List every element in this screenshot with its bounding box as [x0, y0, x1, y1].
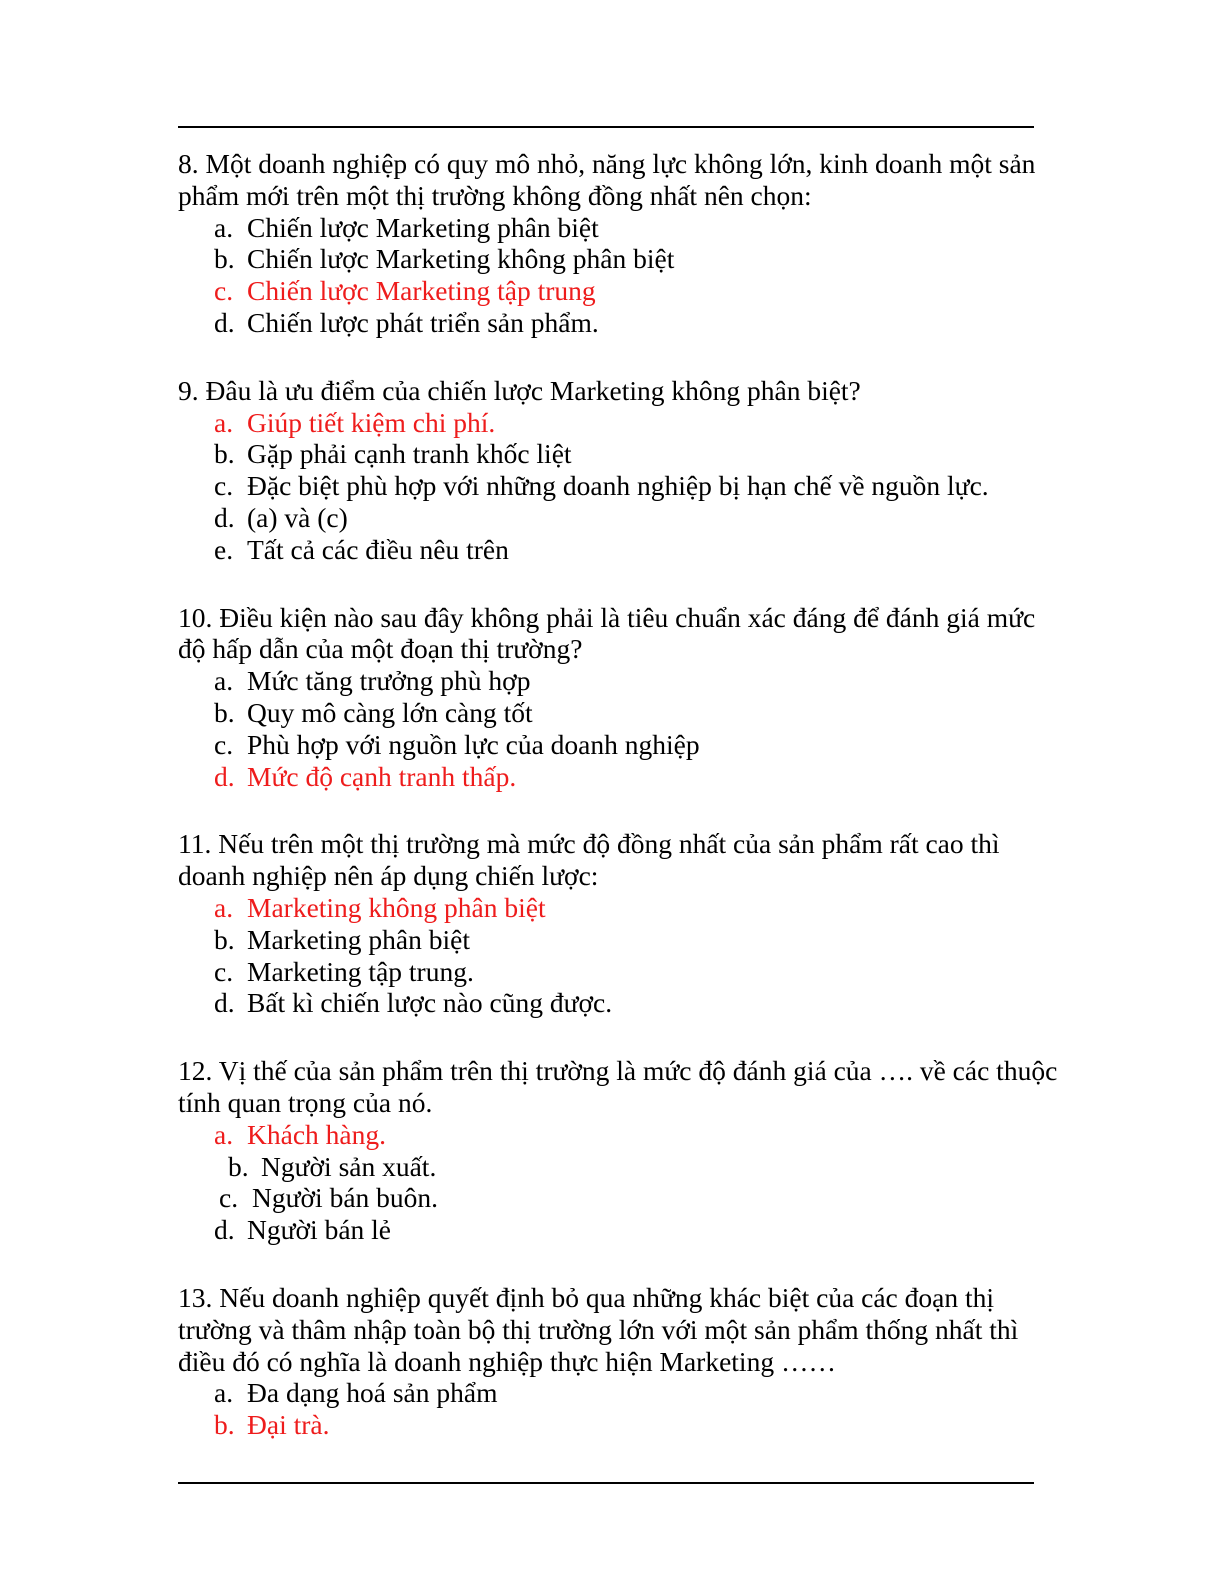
option-letter: d.	[214, 987, 235, 1019]
question-text: 11. Nếu trên một thị trường mà mức độ đồng nhất của sản phẩm rất cao thì doanh nghiệp nên áp dụng chiến lược:	[178, 828, 1000, 892]
option-text: Đặc biệt phù hợp với những doanh nghiệp bị hạn chế về nguồn lực.	[247, 470, 989, 502]
option-text: Người sản xuất.	[261, 1150, 437, 1182]
option-list	[178, 892, 1068, 1019]
option-letter: d.	[214, 501, 235, 533]
question-8	[178, 148, 1068, 339]
option-letter: d.	[214, 306, 235, 338]
option-text: Marketing không phân biệt	[247, 891, 546, 923]
option	[214, 243, 1068, 275]
option-text: Gặp phải cạnh tranh khốc liệt	[247, 438, 572, 470]
option-letter: e.	[214, 533, 234, 565]
option-letter: b.	[214, 243, 235, 275]
option-text: Mức độ cạnh tranh thấp.	[247, 760, 517, 792]
option-letter: a.	[214, 211, 234, 243]
option-letter: a.	[214, 1377, 234, 1409]
option-text: Marketing phân biệt	[247, 923, 470, 955]
option-text: Người bán buôn.	[252, 1182, 439, 1214]
question-text: 13. Nếu doanh nghiệp quyết định bỏ qua những khác biệt của các đoạn thị trường và thâm nhập toàn bộ thị trường lớn với một sản phẩm thống nhất thì điều đó có nghĩa là doanh nghiệp thực hiện Marketing ……	[178, 1281, 1019, 1377]
question-text: 10. Điều kiện nào sau đây không phải là tiêu chuẩn xác đáng để đánh giá mức độ hấp dẫn của một đoạn thị trường?	[178, 601, 1036, 665]
option	[214, 438, 1068, 470]
option	[214, 1151, 1068, 1183]
option-text: Chiến lược Marketing tập trung	[247, 275, 596, 307]
option-correct	[214, 275, 1068, 307]
option-letter: c.	[214, 470, 234, 502]
option	[214, 697, 1068, 729]
option-letter: d.	[214, 760, 235, 792]
option-text: Mức tăng trưởng phù hợp	[247, 665, 531, 697]
option-letter: a.	[214, 891, 234, 923]
option-text: Đại trà.	[247, 1409, 330, 1441]
option-text: Người bán lẻ	[247, 1214, 391, 1246]
question-text: 12. Vị thế của sản phẩm trên thị trường là mức độ đánh giá của …. về các thuộc tính quan trọng của nó.	[178, 1055, 1058, 1118]
option	[214, 470, 1068, 502]
option-text: Bất kì chiến lược nào cũng được.	[247, 987, 613, 1019]
option	[214, 1377, 1068, 1409]
option-letter: b.	[214, 1409, 235, 1441]
option-letter: c.	[214, 728, 234, 760]
option-list	[178, 665, 1068, 792]
option-letter: b.	[214, 438, 235, 470]
option-letter: b.	[228, 1150, 249, 1182]
option-letter: a.	[214, 665, 234, 697]
option	[214, 987, 1068, 1019]
option-list	[178, 1119, 1068, 1246]
option-letter: b.	[214, 696, 235, 728]
option-text: (a) và (c)	[247, 501, 348, 533]
option	[214, 924, 1068, 956]
option-letter: a.	[214, 1118, 234, 1150]
option-text: Quy mô càng lớn càng tốt	[247, 696, 533, 728]
option	[214, 665, 1068, 697]
quiz-content	[178, 148, 1068, 1477]
question-12	[178, 1055, 1068, 1246]
option-text: Marketing tập trung.	[247, 955, 474, 987]
option-text: Khách hàng.	[247, 1118, 386, 1150]
header-rule	[178, 126, 1034, 128]
option-text: Phù hợp với nguồn lực của doanh nghiệp	[247, 728, 700, 760]
option-letter: c.	[214, 275, 234, 307]
option-letter: a.	[214, 406, 234, 438]
option	[214, 729, 1068, 761]
option-letter: c.	[219, 1182, 239, 1214]
option	[214, 1182, 1068, 1214]
option	[214, 534, 1068, 566]
footer-rule	[178, 1482, 1034, 1484]
option-letter: c.	[214, 955, 234, 987]
question-text: 9. Đâu là ưu điểm của chiến lược Marketing không phân biệt?	[178, 374, 861, 406]
option-text: Chiến lược Marketing không phân biệt	[247, 243, 675, 275]
option-letter: d.	[214, 1214, 235, 1246]
option	[214, 1214, 1068, 1246]
option-list	[178, 1377, 1068, 1441]
option	[214, 502, 1068, 534]
option-text: Chiến lược phát triển sản phẩm.	[247, 306, 599, 338]
option-correct	[214, 1119, 1068, 1151]
option	[214, 212, 1068, 244]
option-text: Giúp tiết kiệm chi phí.	[247, 406, 496, 438]
question-11	[178, 828, 1068, 1019]
question-13	[178, 1282, 1068, 1441]
question-9	[178, 375, 1068, 566]
option-list	[178, 407, 1068, 566]
option-letter: b.	[214, 923, 235, 955]
option-correct	[214, 1409, 1068, 1441]
question-10	[178, 602, 1068, 793]
option	[214, 307, 1068, 339]
question-text: 8. Một doanh nghiệp có quy mô nhỏ, năng lực không lớn, kinh doanh một sản phẩm mới trên một thị trường không đồng nhất nên chọn:	[178, 148, 1036, 211]
option	[214, 956, 1068, 988]
option-correct	[214, 407, 1068, 439]
option-text: Đa dạng hoá sản phẩm	[247, 1377, 498, 1409]
option-correct	[214, 761, 1068, 793]
option-correct	[214, 892, 1068, 924]
option-text: Chiến lược Marketing phân biệt	[247, 211, 599, 243]
option-text: Tất cả các điều nêu trên	[247, 533, 509, 565]
option-list	[178, 212, 1068, 339]
